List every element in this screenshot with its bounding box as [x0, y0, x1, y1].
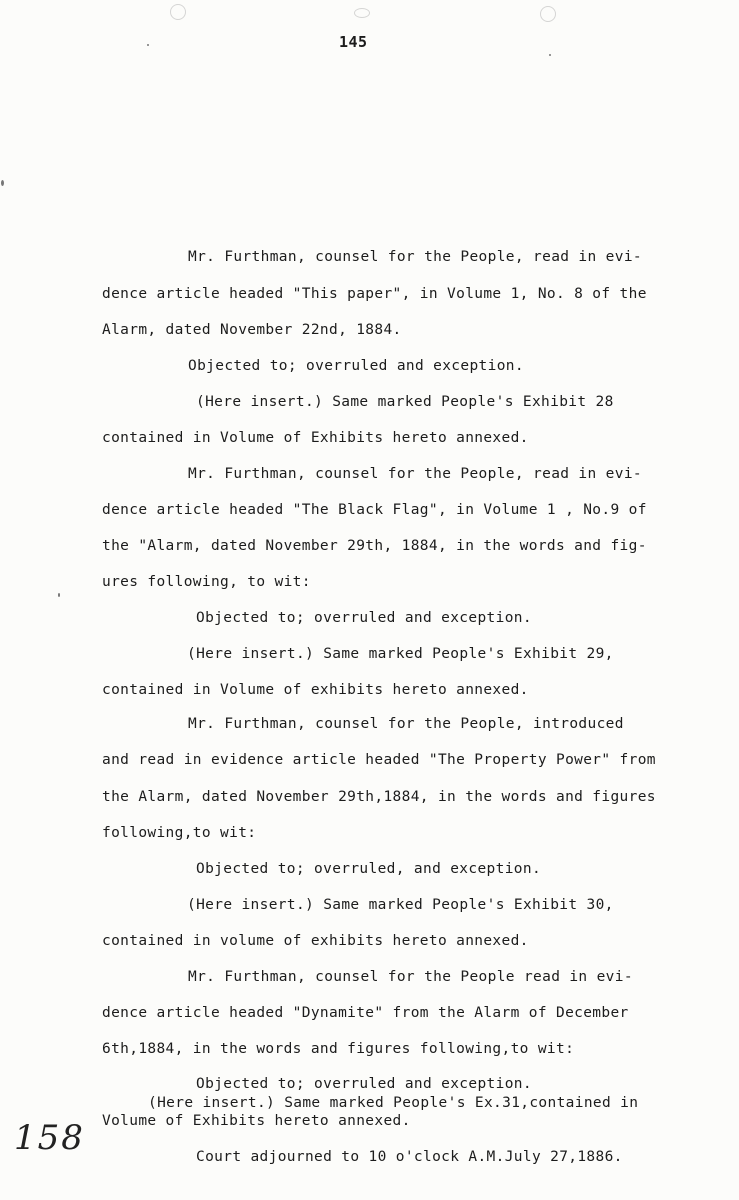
text-line: (Here insert.) Same marked People's Exhibit 30,: [187, 897, 614, 913]
scan-smudge: [354, 8, 370, 18]
text-line: Mr. Furthman, counsel for the People, read in evi-: [188, 249, 642, 265]
handwritten-margin-note: 158: [14, 1118, 85, 1158]
text-line: (Here insert.) Same marked People's Exhibit 29,: [187, 646, 614, 662]
text-line: Mr. Furthman, counsel for the People, introduced: [188, 716, 624, 732]
scan-speck: [58, 593, 60, 597]
text-line: Court adjourned to 10 o'clock A.M.July 27,1886.: [196, 1149, 623, 1165]
text-line: Volume of Exhibits hereto annexed.: [102, 1113, 411, 1129]
scan-speck: [1, 180, 4, 186]
text-line: the Alarm, dated November 29th,1884, in the words and figures: [102, 789, 656, 805]
text-line: dence article headed "This paper", in Volume 1, No. 8 of the: [102, 286, 647, 302]
text-line: and read in evidence article headed "The Property Power" from: [102, 752, 656, 768]
text-line: Mr. Furthman, counsel for the People, read in evi-: [188, 466, 642, 482]
text-line: the "Alarm, dated November 29th, 1884, in the words and fig-: [102, 538, 647, 554]
scan-smudge: [170, 4, 186, 20]
text-line: contained in Volume of exhibits hereto annexed.: [102, 682, 529, 698]
text-line: ures following, to wit:: [102, 574, 311, 590]
text-line: dence article headed "Dynamite" from the Alarm of December: [102, 1005, 629, 1021]
text-line: Objected to; overruled and exception.: [196, 610, 532, 626]
text-line: Mr. Furthman, counsel for the People read in evi-: [188, 969, 633, 985]
text-line: Objected to; overruled, and exception.: [196, 861, 542, 877]
page-number: 145: [339, 33, 368, 51]
scan-speck: [147, 44, 149, 46]
text-line: dence article headed "The Black Flag", in Volume 1 , No.9 of: [102, 502, 647, 518]
text-line: (Here insert.) Same marked People's Exhibit 28: [196, 394, 614, 410]
text-line: contained in Volume of Exhibits hereto annexed.: [102, 430, 529, 446]
text-line: Alarm, dated November 22nd, 1884.: [102, 322, 402, 338]
text-line: Objected to; overruled and exception.: [188, 358, 524, 374]
scan-smudge: [540, 6, 556, 22]
text-line: (Here insert.) Same marked People's Ex.31,contained in: [148, 1095, 639, 1111]
text-line: following,to wit:: [102, 825, 257, 841]
text-line: contained in volume of exhibits hereto annexed.: [102, 933, 529, 949]
text-line: 6th,1884, in the words and figures following,to wit:: [102, 1041, 575, 1057]
scan-speck: [549, 54, 551, 56]
text-line: Objected to; overruled and exception.: [196, 1076, 532, 1092]
